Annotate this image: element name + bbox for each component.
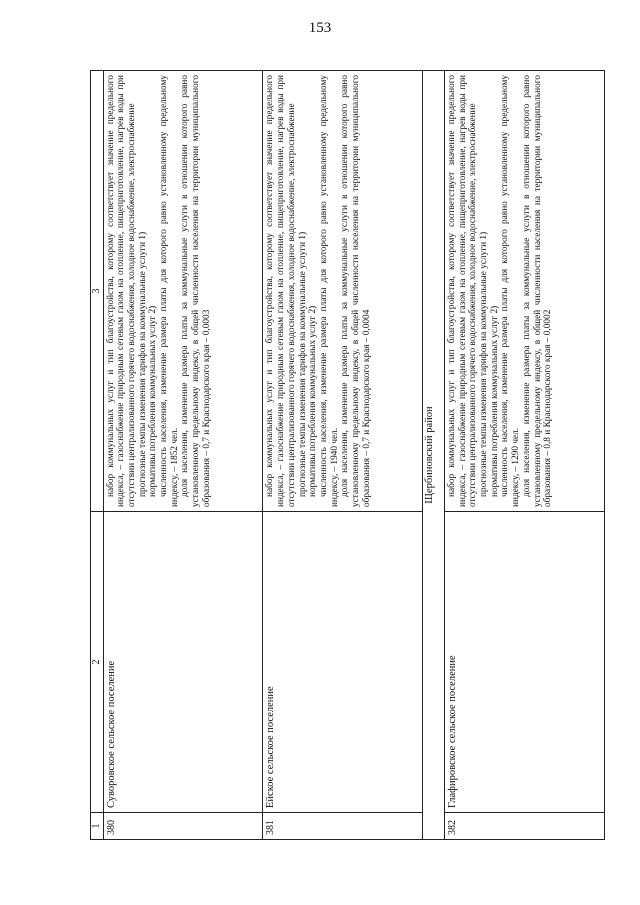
row-number: 380 bbox=[103, 813, 263, 840]
section-title: Щербиновский район bbox=[423, 71, 445, 840]
table-header-row bbox=[91, 71, 104, 840]
page-number: 153 bbox=[308, 20, 332, 36]
description-line: нормативы потребления коммунальных услуг 2) bbox=[308, 305, 319, 497]
table-row bbox=[103, 71, 263, 840]
row-number: 382 bbox=[445, 813, 605, 840]
description-line: нормативы потребления коммунальных услуг 2) bbox=[489, 305, 500, 497]
table-row bbox=[445, 71, 605, 840]
row-number: 381 bbox=[263, 813, 423, 840]
column-header-2: 2 bbox=[91, 512, 104, 813]
rotated-table-area bbox=[90, 70, 605, 840]
description-line: численность населения, изменение размера платы для которого равно установленному предельному индексу, – 1940 чел. bbox=[318, 75, 340, 507]
description-line: набор коммунальных услуг и тип благоустройства, которому соответствует значение предельного индекса, – газоснабжение природным сетевым газом на отопление, пищеприготовление, нагрев воды при отсутствии централизованного горячего водоснабжения, холодное водоснабжение, электроснабжение bbox=[105, 75, 137, 507]
description-line: доля населения, изменение размера платы за коммунальные услуги в отношении которого равно установленному предельному индексу, в общей численности населения на территории муниципального образования – 0,8 и Краснодарского края – 0,0002 bbox=[521, 75, 554, 507]
row-description bbox=[445, 71, 605, 512]
description-line: доля населения, изменение размера платы за коммунальные услуги в отношении которого равно установленному предельному индексу, в общей численности населения на территории муниципального образования – 0,7 и Краснодарского края – 0,0003 bbox=[180, 75, 212, 507]
description-line: нормативы потребления коммунальных услуг 2) bbox=[148, 305, 159, 497]
description-line: набор коммунальных услуг и тип благоустройства, которому соответствует значение предельного индекса, – газоснабжение природным сетевым газом на отопление, пищеприготовление, нагрев воды при отсутствии централизованного горячего водоснабжения, холодное водоснабжение, электроснабжение bbox=[265, 75, 297, 507]
column-header-3: 3 bbox=[91, 71, 104, 512]
table-row bbox=[263, 71, 423, 840]
description-line: прогнозные темпы изменения тарифов на коммунальные услуги 1) bbox=[297, 231, 308, 497]
section-row bbox=[423, 71, 445, 840]
description-line: прогнозные темпы изменения тарифов на коммунальные услуги 1) bbox=[137, 231, 148, 497]
rotated-table-wrapper bbox=[90, 70, 605, 840]
settlement-name: Суворовское сельское поселение bbox=[103, 512, 263, 813]
data-table bbox=[90, 70, 605, 840]
description-line: численность населения, изменение размера платы для которого равно установленному предельному индексу, – 1290 чел. bbox=[500, 75, 522, 507]
column-header-1: 1 bbox=[91, 813, 104, 840]
description-line: набор коммунальных услуг и тип благоустройства, которому соответствует значение предельного индекса, – газоснабжение природным сетевым газом на отопление, пищеприготовление, нагрев воды при отсутствии централизованного горячего водоснабжения, холодное водоснабжение, электроснабжение bbox=[447, 75, 479, 507]
settlement-name: Глафировское сельское поселение bbox=[445, 512, 605, 813]
description-line: прогнозные темпы изменения тарифов на коммунальные услуги 1) bbox=[479, 231, 490, 497]
settlement-name: Ейское сельское поселение bbox=[263, 512, 423, 813]
row-description bbox=[263, 71, 423, 512]
row-description bbox=[103, 71, 263, 512]
description-line: доля населения, изменение размера платы за коммунальные услуги в отношении которого равно установленному предельному индексу, в общей численности населения на территории муниципального образования – 0,7 и Краснодарского края – 0,0004 bbox=[340, 75, 372, 507]
description-line: численность населения, изменение размера платы для которого равно установленному предельному индексу, – 1852 чел. bbox=[158, 75, 180, 507]
